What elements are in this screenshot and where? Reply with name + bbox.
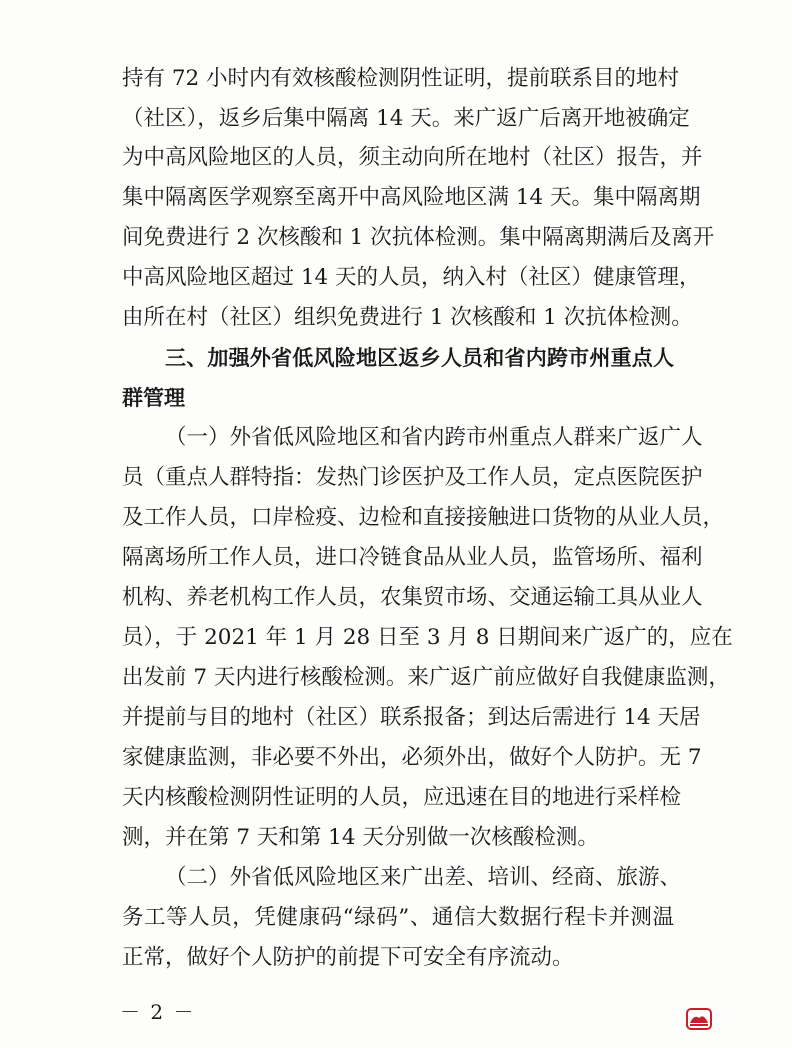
- paragraph-first-line: （一）外省低风险地区和省内跨市州重点人群来广返广人: [165, 425, 703, 450]
- body-line: 务工等人员，凭健康码“绿码”、通信大数据行程卡并测温: [122, 905, 674, 930]
- body-line: 及工作人员，口岸检疫、边检和直接接触进口货物的从业人员，: [122, 505, 725, 530]
- body-line: 持有 72 小时内有效核酸检测阴性证明，提前联系目的地村: [122, 66, 680, 91]
- body-line: 家健康监测，非必要不外出，必须外出，做好个人防护。无 7: [122, 745, 702, 770]
- body-line: 出发前 7 天内进行核酸检测。来广返广前应做好自我健康监测，: [122, 665, 730, 690]
- section-heading-continued: 群管理: [122, 386, 185, 410]
- body-line: 正常，做好个人防护的前提下可安全有序流动。: [122, 945, 574, 970]
- body-line: 测，并在第 7 天和第 14 天分别做一次核酸检测。: [122, 825, 599, 850]
- paragraph-first-line: （二）外省低风险地区来广出差、培训、经商、旅游、: [165, 865, 682, 890]
- body-line: 集中隔离医学观察至离开中高风险地区满 14 天。集中隔离期: [122, 185, 701, 210]
- section-heading: 三、加强外省低风险地区返乡人员和省内跨市州重点人: [165, 346, 674, 370]
- body-line: 隔离场所工作人员，进口冷链食品从业人员，监管场所、福利: [122, 545, 703, 570]
- page-number: － 2 －: [120, 1000, 196, 1024]
- body-line: 由所在村（社区）组织免费进行 1 次核酸和 1 次抗体检测。: [122, 305, 693, 330]
- body-line: 并提前与目的地村（社区）联系报备；到达后需进行 14 天居: [122, 705, 701, 730]
- body-line: 员），于 2021 年 1 月 28 日至 3 月 8 日期间来广返广的，应在: [122, 625, 733, 650]
- red-seal-logo-icon: [686, 1008, 712, 1030]
- body-line: 员（重点人群特指：发热门诊医护及工作人员，定点医院医护: [122, 465, 703, 490]
- body-line: （社区），返乡后集中隔离 14 天。来广返广后离开地被确定: [122, 106, 690, 131]
- body-line: 机构、养老机构工作人员，农集贸市场、交通运输工具从业人: [122, 585, 703, 610]
- body-line: 间免费进行 2 次核酸和 1 次抗体检测。集中隔离期满后及离开: [122, 225, 715, 250]
- body-line: 天内核酸检测阴性证明的人员，应迅速在目的地进行采样检: [122, 785, 682, 810]
- body-line: 为中高风险地区的人员，须主动向所在地村（社区）报告，并: [122, 145, 703, 170]
- body-line: 中高风险地区超过 14 天的人员，纳入村（社区）健康管理，: [122, 265, 701, 290]
